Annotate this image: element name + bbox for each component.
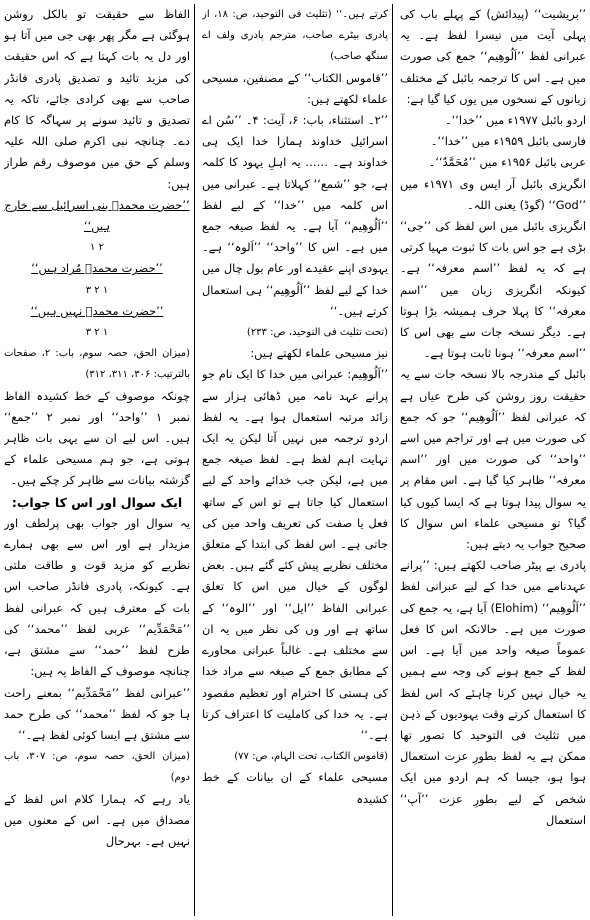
paragraph: ’’بریشیت‘‘ (پیدائش) کے پہلے باب کی پہلی آیت میں تیسرا لفظ ہے۔ یہ عبرانی لفظ ’’اَلُوھِیم‘‘ جمع کی صورت میں ہے۔ اس کا ترجمہ بائبل کے مختلف زبانوں کے نسخوں میں یوں کیا گیا ہے: <box>400 7 586 106</box>
quote-paragraph: ’’اَلُوھِیم: عبرانی میں خدا کا ایک نام جو پرانے عہد نامہ میں ڈھائی ہزار سے زائد مرتبہ استعمال ہوا ہے۔ یہ لفظ اردو ترجمہ میں نہیں آتا لیکن یہ ایک نہایت اہم لفظ ہے۔ لفظ صیغہ جمع میں ہے، لیکن جب خدائے واحد کے لیے استعمال کیا جاتا ہے تو اس کے ساتھ فعل یا صفت کی تعریف واحد میں کی جاتی ہے۔ اس لفظ کی ابتدا کے متعلق مختلف نظریے پیش کئے گئے ہیں۔ بعض لوگوں کے خیال میں اس کا تعلق عبرانی الفاظ ’’ایل‘‘ اور ’’الوہ‘‘ کے ساتھ ہے اور وں کی نظر میں یہ ان سے مختلف ہے۔ غالباً عبرانی محاورے کے مطابق جمع کے صیغہ سے مراد خدا کی ہستی کا احترام اور تعظیم مقصود ہے۔ یہ خدا کی کاملیت کا اعتراف کرتا ہے۔‘‘ <box>202 367 388 742</box>
citation: کرتے ہیں۔‘‘ (تثلیث فی التوحید، ص: ۱۸، از پادری بیٹرے صاحب، مترجم پادری ولف اے سنگھ صاحب) <box>202 9 388 63</box>
underline-number: ۳ ۲ ۱ <box>85 284 109 296</box>
paragraph: انگریزی بائبل میں اس لفظ کی ’’جی‘‘ بڑی ہے جو اس بات کا ثبوت مہیا کرتی ہے کہ یہ لفظ ’’اسم معرفہ‘‘ ہے۔ کیونکہ انگریزی زبان میں ’’اسم معرفہ‘‘ کا پہلا حرف ہمیشہ بڑا ہوتا ہے۔ دیگر نسخہ جات سے بھی اس کا ’’اسم معرفہ‘‘ ہونا ثابت ہوتا ہے۔ <box>400 219 586 361</box>
paragraph: مسیحی علماء کے ان بیانات کے خط کشیدہ <box>202 770 388 806</box>
list-item: انگریزی بائبل آر ایس وی ۱۹۷۱ء میں ’’God‘‘ (گوڈ) یعنی اللہ۔ <box>400 176 586 212</box>
quote-line: ’’حضرت محمدؐ مُراد ہیں‘‘ <box>31 261 163 276</box>
quote-line: ’’حضرت محمدؐ بنی اسرائیل سے خارج ہیں‘‘ <box>4 197 190 234</box>
underline-number: ۳ ۲ ۱ <box>85 327 109 339</box>
paragraph: ’’قاموس الکتاب‘‘ کے مصنفین، مسیحی علماء لکھتے ہیں: <box>202 70 388 106</box>
list-item: عربی بائبل ۱۹۵۶ء میں ’’مُحَمَّدٌ‘‘۔ <box>428 155 586 170</box>
paragraph: بائبل کے مندرجہ بالا نسخہ جات سے یہ حقیقت روز روشن کی طرح عیاں ہے کہ عبرانی لفظ ’’اَلُوھِیم‘‘ جو کہ جمع کی صورت میں ہے اور تراجم میں اسے ’’واحد‘‘ کی صورت میں اور ’’اسم معرفہ‘‘ ظاہر کیا گیا ہے۔ اس مقام پر یہ سوال پیدا ہوتا ہے کہ ایسا کیوں کیا گیا؟ تو مسیحی علماء اس سوال کا صحیح جواب یہ دیتے ہیں: <box>400 367 586 552</box>
citation: (میزان الحق، حصہ سوم، باب: ۲، صفحات بالترتیب: ۳۰۶، ۳۱۱، ۳۱۲) <box>4 348 190 381</box>
quote-paragraph: ’’عبرانی لفظ ’’مَحْمَدِّیم‘‘ بمعنے راحت ہا جو کہ لفظ ’’محمد‘‘ کی طرح حمد سے مشتق ہے ایسا کوئی لفظ ہے۔‘‘ <box>4 685 190 742</box>
citation: (میزان الحق، حصہ سوم، ص: ۳۰۷، باب دوم) <box>4 751 190 784</box>
list-item: اردو بائبل ۱۹۷۷ء میں ’’خدا‘‘۔ <box>445 113 586 128</box>
quote-paragraph: ’’۲۔ استثناء، باب: ۶، آیت: ۴۔ ’’سُن اے اسرائیل خداوند ہمارا خدا ایک ہی خداوند ہے۔ …… یہ اہلِ یہود کا کلمہ ہے، جو ’’شمع‘‘ کہلاتا ہے۔ عبرانی میں اس کلمہ میں ’’خدا‘‘ کے لیے لفظ ’’اَلُوھِیم‘‘ آیا ہے۔ یہ لفظ صیغہ جمع میں ہے۔ اس کا ’’واحد‘‘ ’’اَلوہ‘‘ ہے۔ یہودی اپنے عقیدے اور عام بول چال میں خدا کے لیے لفظ ’’اَلُوھِیم‘‘ ہی استعمال کرتے ہیں۔‘‘ <box>202 113 388 318</box>
list-item: فارسی بائبل ۱۹۵۹ء میں ’’خدا‘‘۔ <box>430 134 586 149</box>
citation: (تحت تثلیث فی التوحید، ص: ۲۳۳) <box>246 327 388 339</box>
underline-number: ۱ ۲ <box>90 242 104 254</box>
column-divider <box>194 4 195 916</box>
column-divider <box>392 4 393 916</box>
paragraph: نیز مسیحی علماء لکھتے ہیں: <box>250 346 388 361</box>
citation: (قاموس الکتاب، تحت الہام، ص: ۷۷) <box>234 751 388 763</box>
section-heading: ایک سوال اور اس کا جواب: <box>11 494 183 510</box>
paragraph: یہ سوال اور جواب بھی پرلطف اور مزیدار ہے اور اس سے بھی ہمارے نظریے کو مزید قوت و طاقت ملتی ہے۔ کیونکہ، پادری فانڈر صاحب اس بات کے معترف ہیں کہ عبرانی لفظ ’’مَحْمَدِّیم‘‘ عربی لفظ ’’محمد‘‘ کی طرح لفظ ’’حمد‘‘ سے مشتق ہے، چنانچہ موصوف کے الفاظ یہ ہیں: <box>4 515 190 679</box>
paragraph: یاد رہے کہ ہمارا کلام اس لفظ کے مصداق میں ہے۔ اس کے معنوں میں نہیں ہے۔ بہرحال <box>4 791 190 848</box>
middle-column <box>202 4 388 916</box>
left-column <box>4 4 190 916</box>
quote-line: ’’حضرت محمدؐ نہیں ہیں‘‘ <box>30 303 164 318</box>
paragraph: الفاظ سے حقیقت تو بالکل روشن ہوگئی ہے مگر پھر بھی جی میں آتا ہو اور دل یہ بات کہتا ہے کہ اس حقیقت کی مزید تائید و تصدیق پادری فانڈر صاحب سے بھی کرادی جائے، تاکہ یہ تصدیق و تائید سونے پر سہاگہ کا کام دے۔ چنانچہ نبی اکرم صلی اللہ علیہ وسلم کے حق میں موصوف رقم طراز ہیں: <box>4 7 190 191</box>
paragraph: پادری بے پیٹر صاحب لکھتے ہیں: ’’پرانے عہدنامے میں خدا کے لیے عبرانی لفظ ’’اَلُوھِیم‘‘ (Elohim) آیا ہے، یہ جمع کی صورت میں ہے۔ حالانکہ اس کا فعل عموماً صیغہ واحد میں آیا ہے۔ اس لفظ کے جمع ہونے کی وجہ سے ہمیں یہ خیال نہیں کرنا چاہئے کہ اس لفظ کا استعمال کرتے وقت یہودیوں کے ذہن میں تثلیث فی التوحید کا تصور تھا ممکن ہے یہ لفظ بطورِ عزت استعمال ہوا ہو، جیسا کہ ہم اردو میں ایک شخص کے لیے بطورِ عزت ’’آپ‘‘ استعمال <box>400 558 586 827</box>
right-column <box>400 4 586 916</box>
paragraph: چونکہ موصوف کے خط کشیدہ الفاظ نمبر ۱ ’’واحد‘‘ اور نمبر ۲ ’’جمع‘‘ ہیں۔ اس لیے ان سے یہی بات ظاہر ہوتی ہے، جو ہم مسیحی علماء کے گزشتہ بیانات سے ظاہر کر چکے ہیں۔ <box>4 388 190 488</box>
